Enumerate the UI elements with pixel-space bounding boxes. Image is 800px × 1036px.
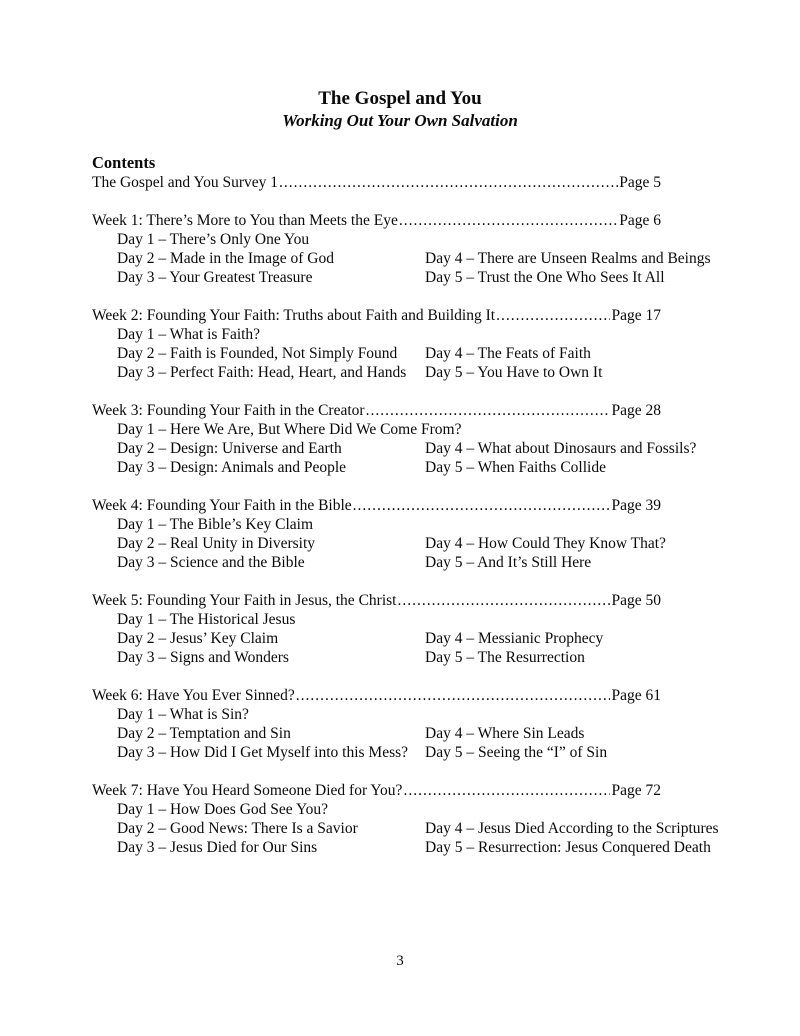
week-2-day-row (117, 363, 661, 382)
week-page-ref: Page 28 (611, 402, 661, 419)
week-page-ref: Page 39 (611, 497, 661, 514)
week-title: Week 6: Have You Ever Sinned? (92, 687, 295, 704)
week-4-day-row (117, 553, 661, 572)
week-title: Week 3: Founding Your Faith in the Creator (92, 402, 365, 419)
toc-week-4 (92, 496, 666, 572)
dot-leader (353, 496, 611, 515)
week-2-day-row (117, 344, 661, 363)
week-7-day-2: Day 2 – Good News: There Is a Savior (117, 820, 358, 837)
week-4-day-2: Day 2 – Real Unity in Diversity (117, 535, 316, 552)
week-6-day-2: Day 2 – Temptation and Sin (117, 725, 291, 742)
dot-leader (399, 211, 618, 230)
week-1-day-row (117, 249, 711, 268)
week-7-day-1: Day 1 – How Does God See You? (117, 801, 328, 818)
week-title: Week 4: Founding Your Faith in the Bible (92, 497, 352, 514)
week-3-day-2: Day 2 – Design: Universe and Earth (117, 440, 342, 457)
contents-heading: Contents (92, 153, 156, 172)
week-6-day-4: Day 4 – Where Sin Leads (425, 725, 585, 742)
week-1-day-2: Day 2 – Made in the Image of God (117, 250, 334, 267)
week-2-day-5: Day 5 – You Have to Own It (425, 364, 603, 381)
week-title-line (92, 211, 661, 230)
toc-week-5 (92, 591, 661, 667)
week-title: Week 5: Founding Your Faith in Jesus, the Christ (92, 592, 397, 609)
week-5-day-3: Day 3 – Signs and Wonders (117, 649, 289, 666)
week-3-day-row (117, 439, 697, 458)
week-title-line (92, 306, 661, 325)
week-6-day-1: Day 1 – What is Sin? (117, 706, 249, 723)
week-7-day-5: Day 5 – Resurrection: Jesus Conquered Death (425, 839, 711, 856)
dot-leader (366, 401, 611, 420)
week-7-day-4: Day 4 – Jesus Died According to the Scriptures (425, 820, 719, 837)
week-2-day-1: Day 1 – What is Faith? (117, 326, 261, 343)
week-7-day-row (117, 819, 719, 838)
week-2-day-3: Day 3 – Perfect Faith: Head, Heart, and Hands (117, 364, 407, 381)
week-page-ref: Page 17 (611, 307, 661, 324)
week-title-line (92, 781, 661, 800)
survey-page-ref: Page 5 (619, 174, 661, 191)
document-title: The Gospel and You (318, 88, 482, 109)
week-6-day-5: Day 5 – Seeing the “I” of Sin (425, 744, 608, 761)
week-1-day-1: Day 1 – There’s Only One You (117, 231, 310, 248)
toc-entry-survey (92, 173, 661, 192)
week-5-day-row (117, 629, 661, 648)
week-5-day-1: Day 1 – The Historical Jesus (117, 611, 296, 628)
week-4-day-4: Day 4 – How Could They Know That? (425, 535, 666, 552)
document-subtitle: Working Out Your Own Salvation (282, 111, 518, 130)
week-title-line (92, 686, 661, 705)
week-3-day-row (117, 458, 661, 477)
page-number: 3 (396, 953, 404, 969)
dot-leader (279, 173, 618, 192)
week-6-day-row (117, 743, 661, 762)
week-page-ref: Page 61 (611, 687, 661, 704)
week-5-day-2: Day 2 – Jesus’ Key Claim (117, 630, 279, 647)
week-4-day-5: Day 5 – And It’s Still Here (425, 554, 592, 571)
dot-leader (496, 306, 610, 325)
survey-title: The Gospel and You Survey 1 (92, 174, 278, 191)
week-title-line (92, 591, 661, 610)
week-title: Week 1: There’s More to You than Meets the Eye (92, 212, 398, 229)
week-3-day-5: Day 5 – When Faiths Collide (425, 459, 606, 476)
toc-week-1 (92, 211, 711, 287)
week-page-ref: Page 50 (611, 592, 661, 609)
week-title: Week 2: Founding Your Faith: Truths about Faith and Building It (92, 307, 496, 324)
week-6-day-3: Day 3 – How Did I Get Myself into this Mess? (117, 744, 409, 761)
week-1-day-5: Day 5 – Trust the One Who Sees It All (425, 269, 665, 286)
week-title: Week 7: Have You Heard Someone Died for You? (92, 782, 403, 799)
week-title-line (92, 401, 661, 420)
week-6-day-row (117, 724, 661, 743)
dot-leader (397, 591, 610, 610)
week-1-day-4: Day 4 – There are Unseen Realms and Beings (425, 250, 711, 267)
week-5-day-row (117, 648, 661, 667)
toc-week-2 (92, 306, 661, 382)
week-5-day-5: Day 5 – The Resurrection (425, 649, 585, 666)
week-2-day-2: Day 2 – Faith is Founded, Not Simply Found (117, 345, 398, 362)
week-1-day-3: Day 3 – Your Greatest Treasure (117, 269, 313, 286)
dot-leader (296, 686, 611, 705)
week-page-ref: Page 6 (619, 212, 661, 229)
week-5-day-4: Day 4 – Messianic Prophecy (425, 630, 604, 647)
week-title-line (92, 496, 661, 515)
toc-week-3 (92, 401, 697, 477)
week-7-day-row (117, 838, 711, 857)
toc-week-7 (92, 781, 719, 857)
week-7-day-3: Day 3 – Jesus Died for Our Sins (117, 839, 318, 856)
week-4-day-3: Day 3 – Science and the Bible (117, 554, 305, 571)
week-3-day-1: Day 1 – Here We Are, But Where Did We Come From? (117, 421, 462, 438)
week-page-ref: Page 72 (611, 782, 661, 799)
dot-leader (403, 781, 610, 800)
toc-week-6 (92, 686, 661, 762)
table-of-contents (92, 152, 719, 857)
week-3-day-3: Day 3 – Design: Animals and People (117, 459, 347, 476)
week-3-day-4: Day 4 – What about Dinosaurs and Fossils? (425, 440, 697, 457)
week-4-day-1: Day 1 – The Bible’s Key Claim (117, 516, 314, 533)
week-1-day-row (117, 268, 665, 287)
week-2-day-4: Day 4 – The Feats of Faith (425, 345, 591, 362)
week-4-day-row (117, 534, 666, 553)
